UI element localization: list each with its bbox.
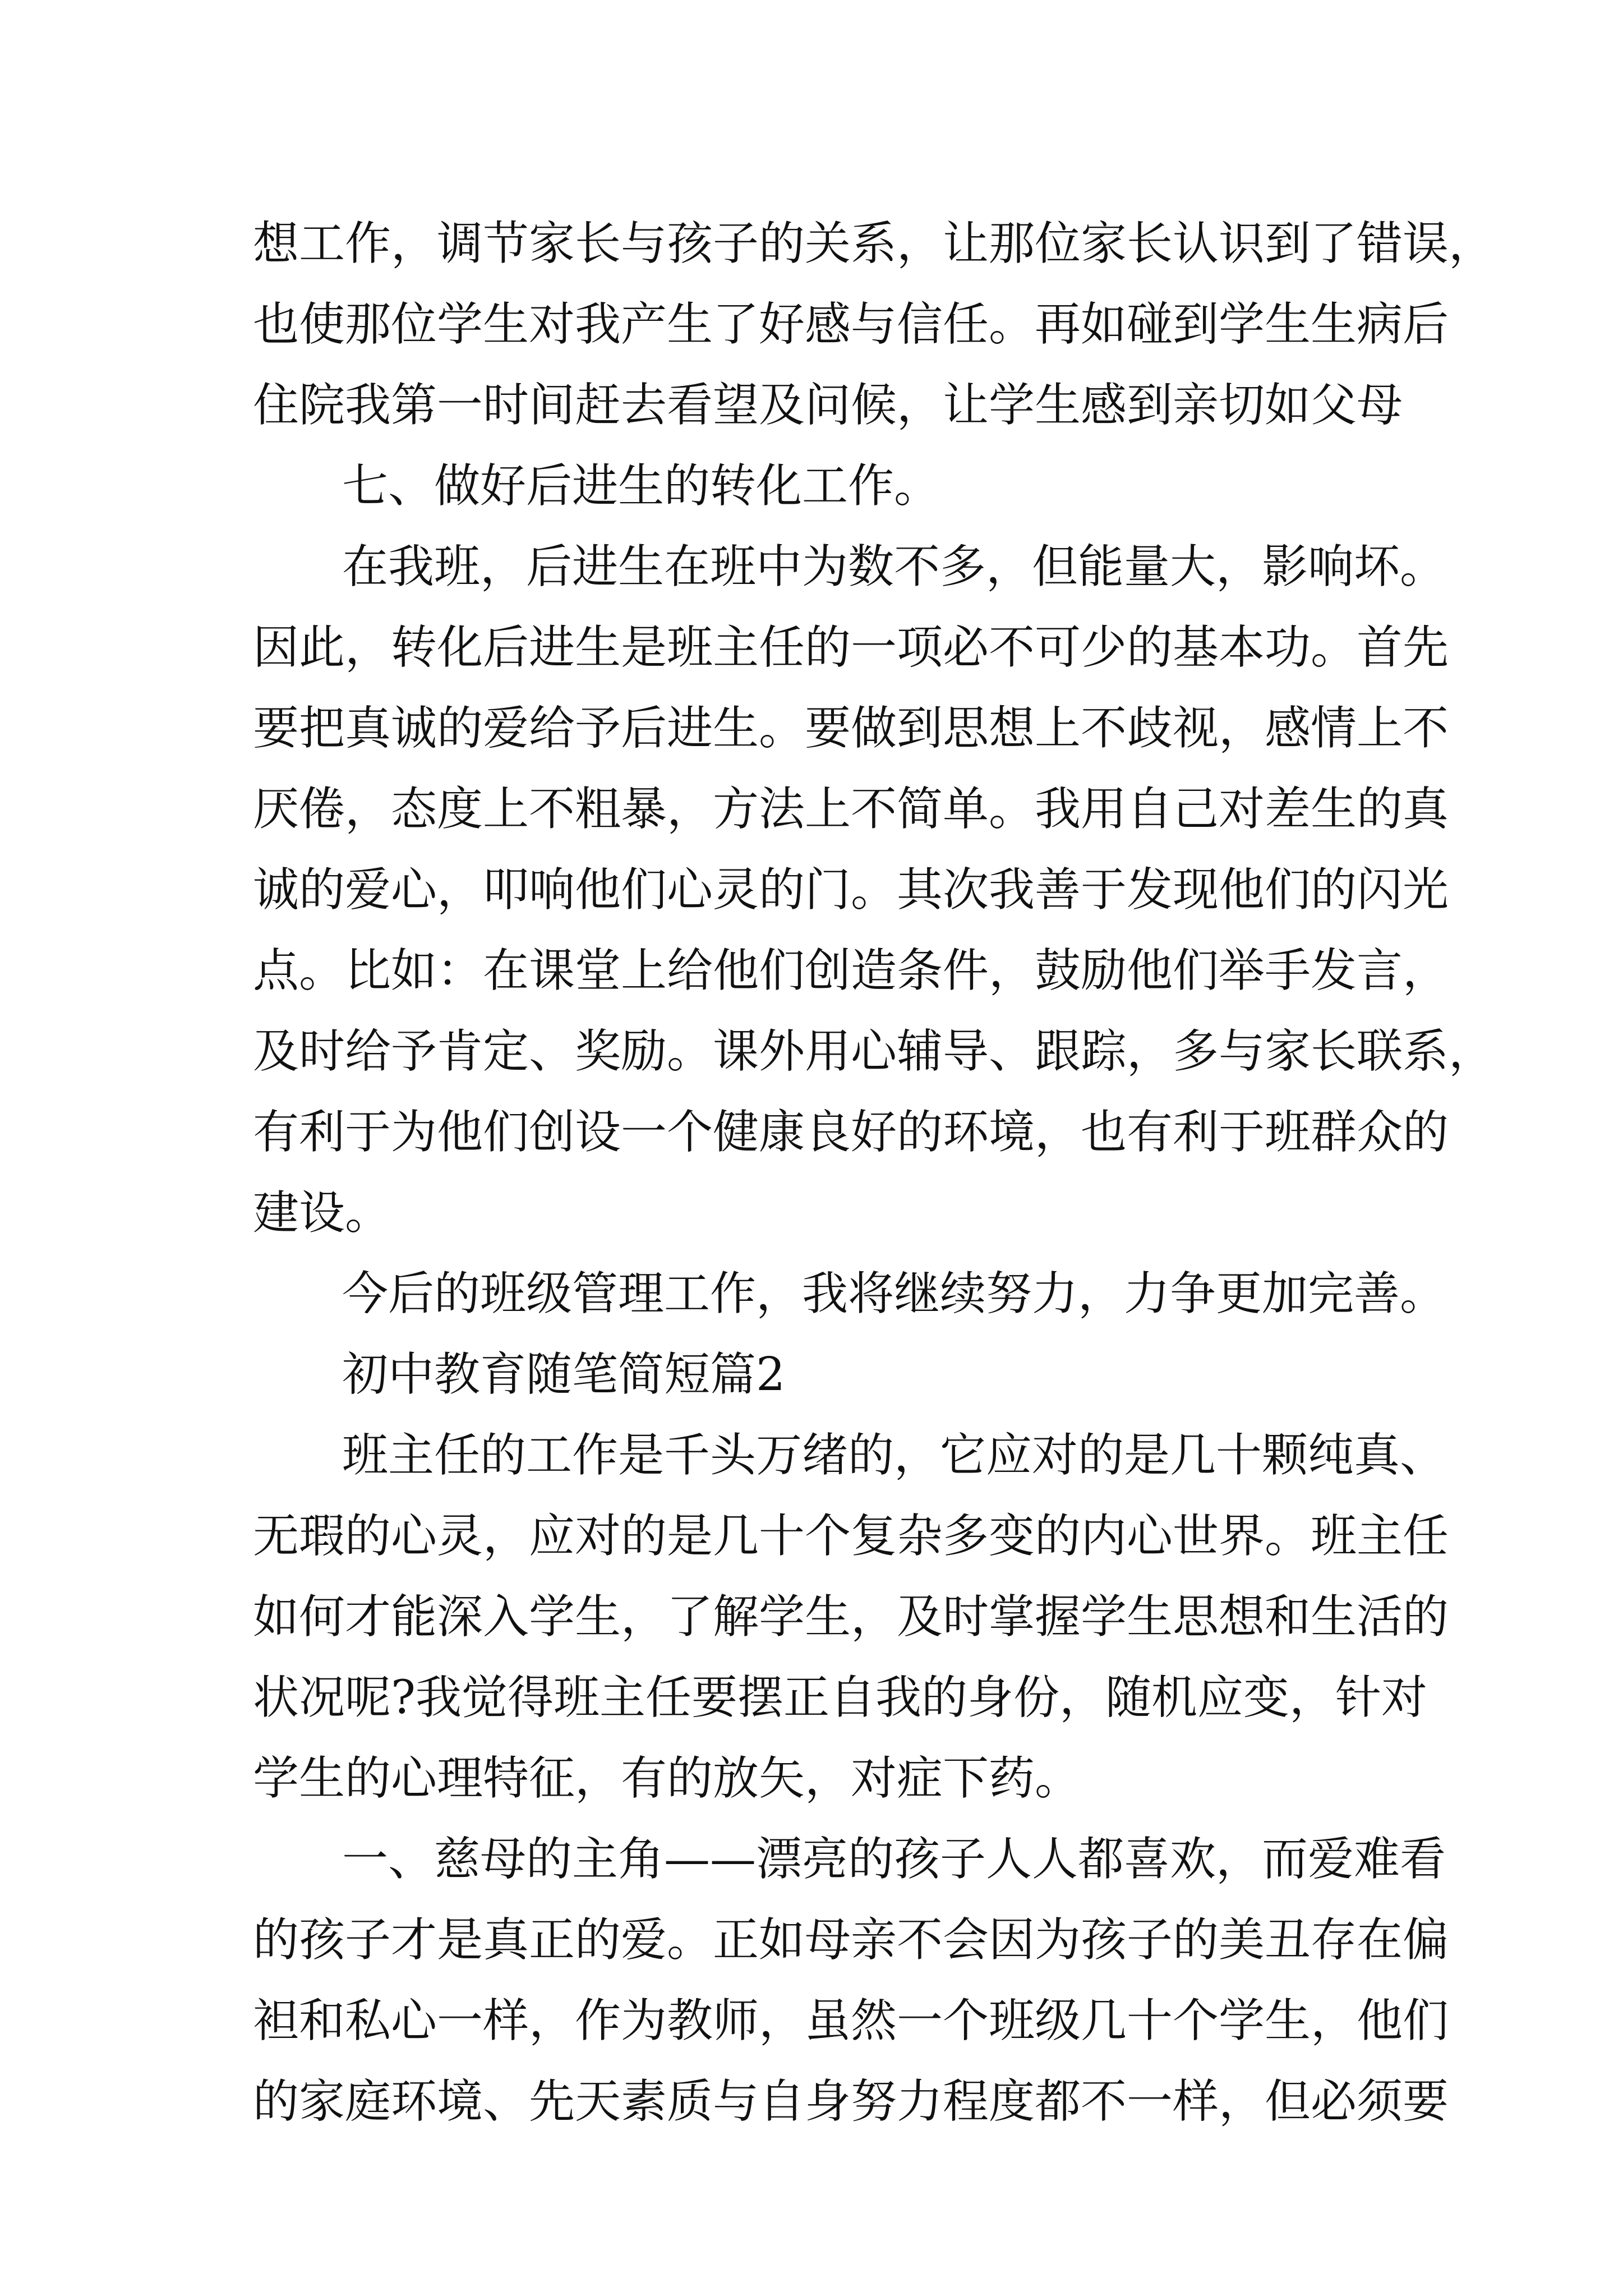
text-line: 诚的爱心，叩响他们心灵的门。其次我善于发现他们的闪光 — [253, 863, 1449, 917]
text-line: 也使那位学生对我产生了好感与信任。再如碰到学生生病后 — [253, 298, 1449, 351]
section-heading: 七、做好后进生的转化工作。 — [342, 459, 940, 513]
text-line: 学生的心理特征，有的放矢，对症下药。 — [253, 1752, 1081, 1805]
text-line: 想工作，调节家长与孩子的关系，让那位家长认识到了错误， — [253, 217, 1495, 270]
text-line: 的孩子才是真正的爱。正如母亲不会因为孩子的美丑存在偏 — [253, 1913, 1449, 1967]
text-line: 点。比如：在课堂上给他们创造条件，鼓励他们举手发言， — [253, 944, 1449, 997]
text-line: 班主任的工作是千头万绪的，它应对的是几十颗纯真、 — [342, 1429, 1446, 1482]
text-line: 无瑕的心灵，应对的是几十个复杂多变的内心世界。班主任 — [253, 1510, 1449, 1563]
text-line: 厌倦，态度上不粗暴，方法上不简单。我用自己对差生的真 — [253, 783, 1449, 836]
text-line: 袒和私心一样，作为教师，虽然一个班级几十个学生，他们 — [253, 1994, 1449, 2047]
text-line: 要把真诚的爱给予后进生。要做到思想上不歧视，感情上不 — [253, 702, 1449, 755]
text-line: 因此，转化后进生是班主任的一项必不可少的基本功。首先 — [253, 621, 1449, 674]
text-line: 状况呢?我觉得班主任要摆正自我的身份，随机应变，针对 — [253, 1671, 1427, 1724]
article-title: 初中教育随笔简短篇2 — [342, 1348, 786, 1401]
text-line: 在我班，后进生在班中为数不多，但能量大，影响坏。 — [342, 540, 1446, 593]
text-line: 及时给予肯定、奖励。课外用心辅导、跟踪，多与家长联系， — [253, 1025, 1495, 1078]
text-line: 住院我第一时间赶去看望及问候，让学生感到亲切如父母 — [253, 379, 1403, 432]
text-line: 有利于为他们创设一个健康良好的环境，也有利于班群众的 — [253, 1106, 1449, 1159]
text-line: 建设。 — [253, 1186, 391, 1240]
text-line: 今后的班级管理工作，我将继续努力，力争更加完善。 — [342, 1267, 1446, 1320]
text-line: 一、慈母的主角——漂亮的孩子人人都喜欢，而爱难看 — [342, 1833, 1446, 1886]
text-line: 如何才能深入学生，了解学生，及时掌握学生思想和生活的 — [253, 1590, 1449, 1644]
text-line: 的家庭环境、先天素质与自身努力程度都不一样，但必须要 — [253, 2075, 1449, 2128]
